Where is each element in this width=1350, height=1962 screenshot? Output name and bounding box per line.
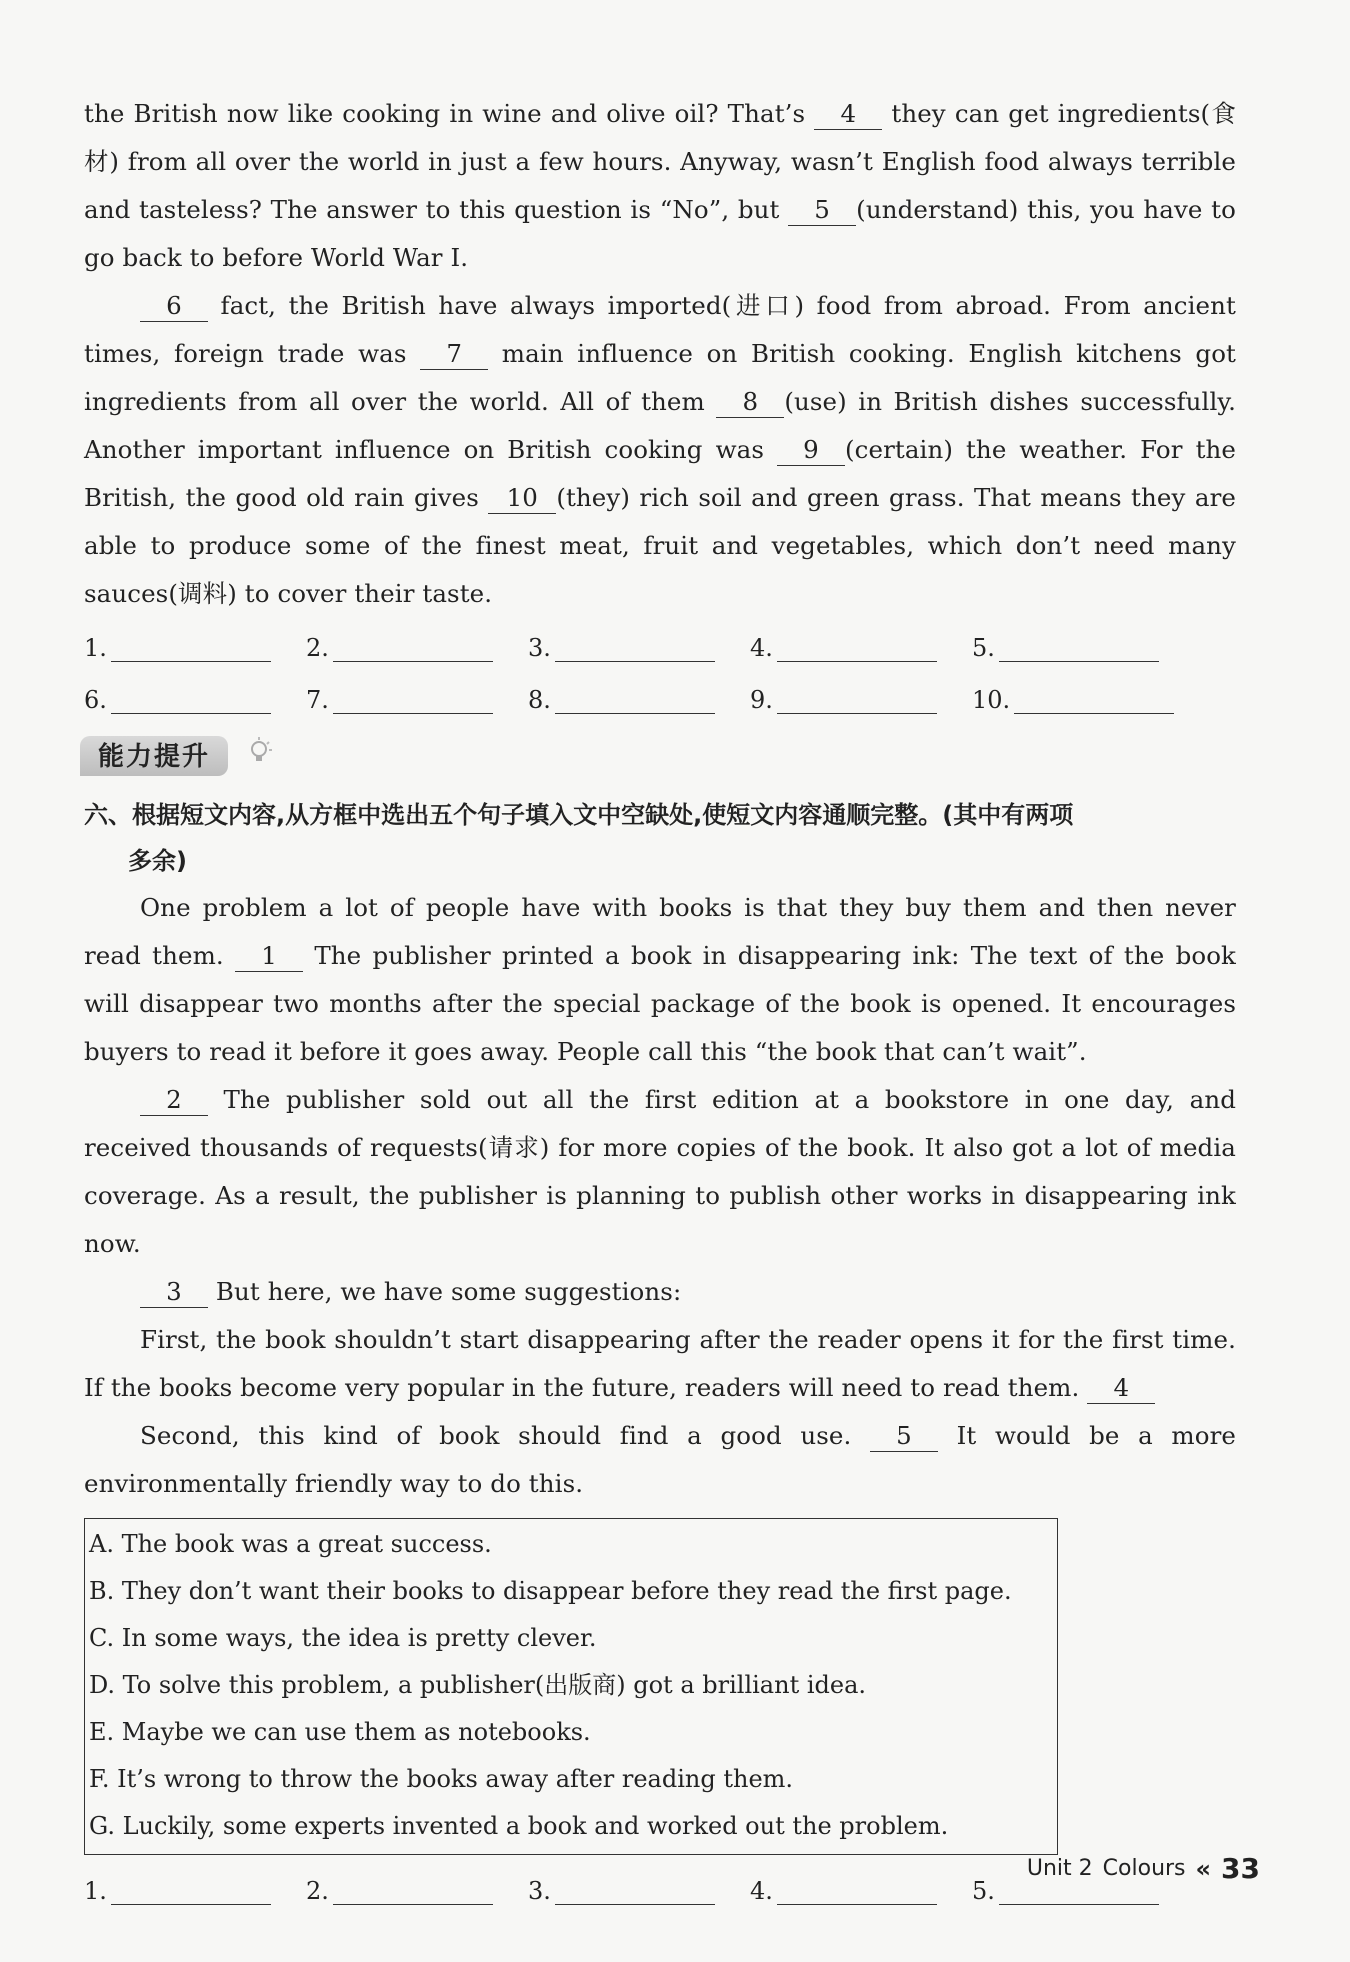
section-instruction: 六、根据短文内容,从方框中选出五个句子填入文中空缺处,使短文内容通顺完整。(其中有两项 多余) [84, 801, 1074, 875]
answer-slot[interactable]: 4. [750, 622, 972, 670]
answer-slot[interactable]: 6. [84, 674, 306, 722]
passage1-paragraph-2: 6 fact, the British have always imported(进口) food from abroad. From ancient times, foreign trade was 7 main influence on British cooking. English kitchens got ingredients from all over the world. All of them 8 (use) in British dishes successfully. Another important influence on British cooking was 9 (certain) the weather. For the British, the good old rain gives 10 (they) rich soil and green grass. That means they are able to produce some of the finest meat, fruit and vegetables, which don’t need many sauces(调料) to cover their taste. [84, 291, 1236, 608]
answer-slot[interactable]: 7. [306, 674, 528, 722]
option-e: E. Maybe we can use them as notebooks. [89, 1718, 591, 1746]
passage1-paragraph-1: the British now like cooking in wine and olive oil? That’s 4 they can get ingredients(食材) from all over the world in just a few hours. Anyway, wasn’t English food always terrible and tasteless? The answer to this question is “No”, but 5 (understand) this, you have to go back to before World War Ⅰ. [84, 99, 1236, 272]
option-b: B. They don’t want their books to disappear before they read the first page. [89, 1577, 1012, 1605]
option-a: A. The book was a great success. [89, 1530, 492, 1558]
page-footer [1027, 1852, 1260, 1885]
passage2-paragraph-5: Second, this kind of book should find a good use. 5 It would be a more environmentally friendly way to do this. [84, 1421, 1236, 1498]
blank-8[interactable]: 8 [716, 387, 784, 418]
answer-slot[interactable]: 9. [750, 674, 972, 722]
option-f: F. It’s wrong to throw the books away after reading them. [89, 1765, 794, 1793]
double-chevron-left-icon: « [1195, 1854, 1212, 1883]
passage2-paragraph-4: First, the book shouldn’t start disappearing after the reader opens it for the first time. If the books become very popular in the future, readers will need to read them. 4 [84, 1325, 1236, 1402]
section-badge: 能力提升 [80, 736, 228, 776]
lightbulb-icon [244, 736, 274, 766]
answer-slot[interactable]: 2. [306, 1865, 528, 1913]
blank-10[interactable]: 10 [488, 483, 556, 514]
answer-slot[interactable]: 2. [306, 622, 528, 670]
option-c: C. In some ways, the idea is pretty clever. [89, 1624, 597, 1652]
answer-slot[interactable]: 3. [528, 622, 750, 670]
answer-row-1 [84, 622, 1236, 670]
blank-5[interactable]: 5 [788, 195, 856, 226]
blank-1[interactable]: 1 [235, 941, 303, 972]
option-d: D. To solve this problem, a publisher(出版商) got a brilliant idea. [89, 1671, 867, 1699]
blank-3[interactable]: 3 [140, 1277, 208, 1308]
blank-9[interactable]: 9 [777, 435, 845, 466]
worksheet-page [84, 90, 1236, 1913]
unit-title: Colours [1102, 1856, 1186, 1881]
blank-4[interactable]: 4 [1087, 1373, 1155, 1404]
blank-5[interactable]: 5 [870, 1421, 938, 1452]
answer-slot[interactable]: 10. [972, 674, 1194, 722]
passage2-paragraph-1: One problem a lot of people have with books is that they buy them and then never read them. 1 The publisher printed a book in disappearing ink: The text of the book will disappear two months after the special package of the book is opened. It encourages buyers to read it before it goes away. People call this “the book that can’t wait”. [84, 893, 1236, 1066]
options-box [84, 1518, 1058, 1855]
answer-slot[interactable]: 3. [528, 1865, 750, 1913]
unit-label: Unit 2 [1026, 1856, 1093, 1881]
answer-slot[interactable]: 5. [972, 622, 1194, 670]
blank-7[interactable]: 7 [420, 339, 488, 370]
answer-slot[interactable]: 1. [84, 1865, 306, 1913]
section-badge-wrap [84, 730, 1236, 792]
blank-2[interactable]: 2 [140, 1085, 208, 1116]
blank-4[interactable]: 4 [814, 99, 882, 130]
page-number: 33 [1221, 1852, 1260, 1885]
answer-slot[interactable]: 4. [750, 1865, 972, 1913]
option-g: G. Luckily, some experts invented a book and worked out the problem. [89, 1812, 949, 1840]
answer-slot[interactable]: 8. [528, 674, 750, 722]
answer-slot[interactable]: 5. [972, 1865, 1194, 1913]
answer-row-2 [84, 674, 1236, 722]
passage2-paragraph-2: 2 The publisher sold out all the first edition at a bookstore in one day, and received thousands of requests(请求) for more copies of the book. It also got a lot of media coverage. As a result, the publisher is planning to publish other works in disappearing ink now. [84, 1085, 1236, 1258]
passage2-paragraph-3: 3 But here, we have some suggestions: [84, 1268, 1236, 1316]
blank-6[interactable]: 6 [140, 291, 208, 322]
answer-slot[interactable]: 1. [84, 622, 306, 670]
